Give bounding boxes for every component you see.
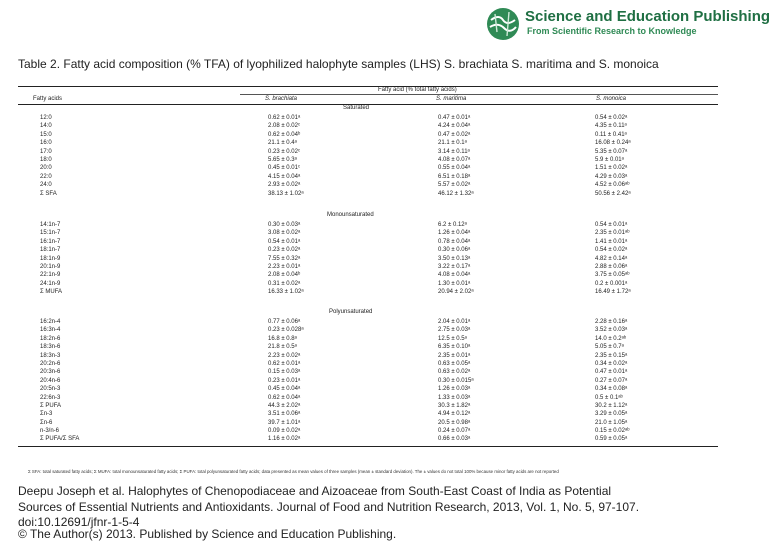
table-cell: 1.26 ± 0.04ᵃ (438, 229, 474, 237)
table-cell: 0.47 ± 0.01ᵃ (438, 114, 474, 122)
publisher-tagline: From Scientific Research to Knowledge (527, 26, 697, 36)
table-cell: 0.15 ± 0.03ᵃ (268, 368, 304, 376)
fatty-acid-name: Σn-3 (40, 410, 79, 418)
column-header-fatty-acids: Fatty acids (33, 96, 62, 102)
table-cell: 16.08 ± 0.24ᵃ (595, 139, 631, 147)
table-cell: 0.45 ± 0.04ᵃ (268, 385, 304, 393)
fatty-acid-name: 12:0 (40, 114, 57, 122)
table-cell: 2.23 ± 0.01ᵃ (268, 263, 304, 271)
fatty-acid-name: 18:1n-7 (40, 246, 62, 254)
fatty-acid-name: 15:0 (40, 131, 57, 139)
fatty-acid-names-pufa (40, 318, 79, 444)
table-cell: 6.35 ± 0.10ᵃ (438, 343, 474, 351)
fatty-acid-name: Σn-6 (40, 419, 79, 427)
bottom-rule (18, 446, 718, 447)
table-cell: 6.51 ± 0.18ᵃ (438, 173, 474, 181)
table-cell: 0.23 ± 0.02ᵃ (268, 246, 304, 254)
fatty-acid-name: 16:1n-7 (40, 238, 62, 246)
values-monoica-saturated (595, 114, 631, 198)
table-cell: 3.51 ± 0.06ᵃ (268, 410, 304, 418)
table-cell: 0.54 ± 0.01ᵃ (595, 221, 631, 229)
table-cell: 2.35 ± 0.15ᵃ (595, 352, 629, 360)
table-cell: 0.47 ± 0.01ᵃ (595, 368, 629, 376)
table-cell: 0.23 ± 0.028ᵃ (268, 326, 304, 334)
fatty-acid-name: 16:3n-4 (40, 326, 79, 334)
group-rule (240, 94, 718, 95)
values-maritima-pufa (438, 318, 474, 444)
fatty-acid-name: 20:1n-9 (40, 263, 62, 271)
table-cell: 5.35 ± 0.07ᵃ (595, 148, 631, 156)
table-cell: 5.57 ± 0.02ᵃ (438, 181, 474, 189)
fatty-acid-name: 14:1n-7 (40, 221, 62, 229)
table-cell: 0.30 ± 0.03ᵃ (268, 221, 304, 229)
section-title-saturated: Saturated (343, 105, 369, 111)
values-maritima-mufa (438, 221, 474, 297)
table-cell: 1.51 ± 0.02ᵃ (595, 164, 631, 172)
fatty-acid-name: 20:2n-6 (40, 360, 79, 368)
table-cell: 6.2 ± 0.12ᵃ (438, 221, 474, 229)
citation-line-1: Deepu Joseph et al. Halophytes of Chenopodiaceae and Aizoaceae from South-East Coast of India as Potential (18, 484, 718, 500)
citation-line-3: doi:10.12691/jfnr-1-5-4 (18, 515, 718, 531)
globe-logo-icon (485, 6, 521, 42)
fatty-acid-name: 22:6n-3 (40, 394, 79, 402)
table-cell: 16.33 ± 1.02ᵃ (268, 288, 304, 296)
table-cell: 16.49 ± 1.72ᵃ (595, 288, 631, 296)
section-title-monounsaturated: Monounsaturated (327, 212, 374, 218)
table-cell: 44.3 ± 2.02ᵃ (268, 402, 304, 410)
table-cell: 50.56 ± 2.42ᵃ (595, 190, 631, 198)
table-cell: 0.63 ± 0.02ᵃ (438, 368, 474, 376)
table-cell: 0.27 ± 0.07ᵃ (595, 377, 629, 385)
table-cell: 0.5 ± 0.1ᵃᵇ (595, 394, 629, 402)
table-cell: 0.30 ± 0.015ᵃ (438, 377, 474, 385)
table-cell: 0.15 ± 0.02ᵃᵇ (595, 427, 629, 435)
table-cell: 3.08 ± 0.02ᵃ (268, 229, 304, 237)
table-cell: 21.8 ± 0.5ᵃ (268, 343, 304, 351)
values-maritima-saturated (438, 114, 474, 198)
table-cell: 0.63 ± 0.05ᵃ (438, 360, 474, 368)
table-cell: 20.5 ± 0.98ᵃ (438, 419, 474, 427)
table-cell: 0.23 ± 0.02ᶜ (268, 148, 304, 156)
fatty-acid-name: 24:0 (40, 181, 57, 189)
table-cell: 0.2 ± 0.001ᵃ (595, 280, 631, 288)
table-cell: 0.47 ± 0.02ᵃ (438, 131, 474, 139)
fatty-acid-name: Σ PUFA (40, 402, 79, 410)
table-cell: 0.45 ± 0.01ᶜ (268, 164, 304, 172)
table-cell: 4.29 ± 0.03ᵃ (595, 173, 631, 181)
table-cell: 0.54 ± 0.01ᵃ (268, 238, 304, 246)
fatty-acid-name: 24:1n-9 (40, 280, 62, 288)
values-monoica-pufa (595, 318, 629, 444)
table-cell: 3.75 ± 0.05ᵃᵇ (595, 271, 631, 279)
fatty-acid-name: 18:0 (40, 156, 57, 164)
values-brachiata-pufa (268, 318, 304, 444)
table-cell: 3.52 ± 0.03ᵃ (595, 326, 629, 334)
table-cell: 4.15 ± 0.04ᵃ (268, 173, 304, 181)
table-cell: 3.14 ± 0.11ᵃ (438, 148, 474, 156)
table-cell: 21.1 ± 0.1ᵃ (438, 139, 474, 147)
table-cell: 1.41 ± 0.01ᵃ (595, 238, 631, 246)
table-cell: 3.22 ± 0.17ᵃ (438, 263, 474, 271)
fatty-acid-name: 20:0 (40, 164, 57, 172)
table-cell: 0.30 ± 0.06ᵃ (438, 246, 474, 254)
table-cell: 46.12 ± 1.32ᵃ (438, 190, 474, 198)
group-header: Fatty acid (% total fatty acids) (378, 87, 457, 93)
table-cell: 2.35 ± 0.01ᵃ (438, 352, 474, 360)
table-cell: 0.62 ± 0.04ᵇ (268, 131, 304, 139)
table-cell: 0.23 ± 0.01ᵃ (268, 377, 304, 385)
table-cell: 0.24 ± 0.07ᵃ (438, 427, 474, 435)
fatty-acid-name: 17:0 (40, 148, 57, 156)
top-rule (18, 86, 718, 87)
table-cell: 0.62 ± 0.01ᵃ (268, 360, 304, 368)
values-brachiata-saturated (268, 114, 304, 198)
values-brachiata-mufa (268, 221, 304, 297)
table-cell: 0.62 ± 0.04ᵃ (268, 394, 304, 402)
table-cell: 4.08 ± 0.04ᵃ (438, 271, 474, 279)
fatty-acid-name: n-3/n-6 (40, 427, 79, 435)
table-cell: 14.0 ± 0.2ᵃᵇ (595, 335, 629, 343)
table-cell: 4.52 ± 0.06ᵃᵇ (595, 181, 631, 189)
table-cell: 5.9 ± 0.01ᵃ (595, 156, 631, 164)
table-cell: 0.54 ± 0.02ᵃ (595, 114, 631, 122)
fatty-acid-name: 22:1n-9 (40, 271, 62, 279)
table-cell: 12.5 ± 0.5ᵃ (438, 335, 474, 343)
column-header-brachiata: S. brachiata (265, 96, 297, 102)
table-cell: 3.50 ± 0.13ᵃ (438, 255, 474, 263)
fatty-acid-names-saturated (40, 114, 57, 198)
table-cell: 4.08 ± 0.07ᵃ (438, 156, 474, 164)
table-cell: 16.8 ± 0.8ᵃ (268, 335, 304, 343)
table-cell: 0.66 ± 0.03ᵃ (438, 435, 474, 443)
table-cell: 4.94 ± 0.12ᵃ (438, 410, 474, 418)
fatty-acid-name: 20:4n-6 (40, 377, 79, 385)
fatty-acid-name: 18:1n-9 (40, 255, 62, 263)
fatty-acid-name: 18:2n-6 (40, 335, 79, 343)
table-cell: 0.34 ± 0.08ᵃ (595, 385, 629, 393)
citation (18, 484, 718, 542)
table-cell: 21.0 ± 1.05ᵃ (595, 419, 629, 427)
section-title-polyunsaturated: Polyunsaturated (329, 309, 372, 315)
fatty-acid-names-mufa (40, 221, 62, 297)
table-cell: 5.05 ± 0.7ᵃ (595, 343, 629, 351)
table-cell: 2.93 ± 0.02ᵃ (268, 181, 304, 189)
table-cell: 0.31 ± 0.02ᵃ (268, 280, 304, 288)
table-cell: 39.7 ± 1.01ᵃ (268, 419, 304, 427)
fatty-acid-name: 14:0 (40, 122, 57, 130)
fatty-acid-name: 16:0 (40, 139, 57, 147)
table-cell: 0.55 ± 0.04ᵃ (438, 164, 474, 172)
table-cell: 1.16 ± 0.02ᵃ (268, 435, 304, 443)
column-header-maritima: S. maritima (436, 96, 466, 102)
publisher-name: Science and Education Publishing (525, 8, 770, 25)
table-title: Table 2. Fatty acid composition (% TFA) of lyophilized halophyte samples (LHS) S. brachiata S. maritima and S. monoica (18, 57, 708, 71)
table-cell: 3.29 ± 0.05ᵃ (595, 410, 629, 418)
table-cell: 2.75 ± 0.03ᵃ (438, 326, 474, 334)
table-cell: 2.28 ± 0.16ᵃ (595, 318, 629, 326)
column-header-monoica: S. monoica (596, 96, 626, 102)
fatty-acid-name: Σ MUFA (40, 288, 62, 296)
publisher-logo (483, 4, 713, 46)
fatty-acid-name: 22:0 (40, 173, 57, 181)
table-cell: 4.82 ± 0.14ᵃ (595, 255, 631, 263)
values-monoica-mufa (595, 221, 631, 297)
fatty-acid-name: Σ SFA (40, 190, 57, 198)
table-cell: 0.54 ± 0.02ᵃ (595, 246, 631, 254)
table-footnote: Σ SFA: total saturated fatty acids; Σ MUFA: total monounsaturated fatty acids; Σ PUFA: total polyunsaturated fatty acids; data presented as mean values of three samples (mean ± standard deviation). The ± values do not total 100% because minor fatty acids are not reported (28, 469, 708, 476)
table-cell: 2.35 ± 0.01ᵃᵇ (595, 229, 631, 237)
table-cell: 0.77 ± 0.06ᵃ (268, 318, 304, 326)
fatty-acid-name: 18:3n-3 (40, 352, 79, 360)
table-cell: 2.08 ± 0.02ᶜ (268, 122, 304, 130)
table-cell: 0.59 ± 0.05ᵃ (595, 435, 629, 443)
table-cell: 4.35 ± 0.11ᵃ (595, 122, 631, 130)
fatty-acid-name: 20:5n-3 (40, 385, 79, 393)
citation-line-2: Sources of Essential Nutrients and Antioxidants. Journal of Food and Nutrition Research, 2013, Vol. 1, No. 5, 97-107. (18, 500, 718, 516)
citation-line-4: © The Author(s) 2013. Published by Science and Education Publishing. (18, 527, 718, 542)
fatty-acid-name: 18:3n-6 (40, 343, 79, 351)
table-cell: 20.94 ± 2.02ᵃ (438, 288, 474, 296)
table-cell: 7.55 ± 0.32ᵃ (268, 255, 304, 263)
table-cell: 4.24 ± 0.04ᵃ (438, 122, 474, 130)
table-cell: 2.88 ± 0.06ᵃ (595, 263, 631, 271)
table-cell: 0.11 ± 0.41ᵃ (595, 131, 631, 139)
table-cell: 5.65 ± 0.3ᵃ (268, 156, 304, 164)
table-cell: 1.33 ± 0.03ᵃ (438, 394, 474, 402)
fatty-acid-name: 20:3n-6 (40, 368, 79, 376)
table-cell: 21.1 ± 0.4ᵃ (268, 139, 304, 147)
table-cell: 0.34 ± 0.02ᵃ (595, 360, 629, 368)
fatty-acid-name: 16:2n-4 (40, 318, 79, 326)
table-cell: 1.30 ± 0.01ᵃ (438, 280, 474, 288)
table-cell: 1.26 ± 0.03ᵃ (438, 385, 474, 393)
table-cell: 0.09 ± 0.02ᵃ (268, 427, 304, 435)
fatty-acid-name: Σ PUFA/Σ SFA (40, 435, 79, 443)
table-cell: 2.04 ± 0.01ᵃ (438, 318, 474, 326)
table-cell: 2.08 ± 0.04ᵇ (268, 271, 304, 279)
fatty-acid-name: 15:1n-7 (40, 229, 62, 237)
table-cell: 30.2 ± 1.12ᵃ (595, 402, 629, 410)
table-cell: 30.3 ± 1.82ᵃ (438, 402, 474, 410)
table-cell: 0.62 ± 0.01ᵃ (268, 114, 304, 122)
table-cell: 38.13 ± 1.02ᵃ (268, 190, 304, 198)
table-cell: 2.23 ± 0.02ᵃ (268, 352, 304, 360)
table-cell: 0.78 ± 0.04ᵃ (438, 238, 474, 246)
